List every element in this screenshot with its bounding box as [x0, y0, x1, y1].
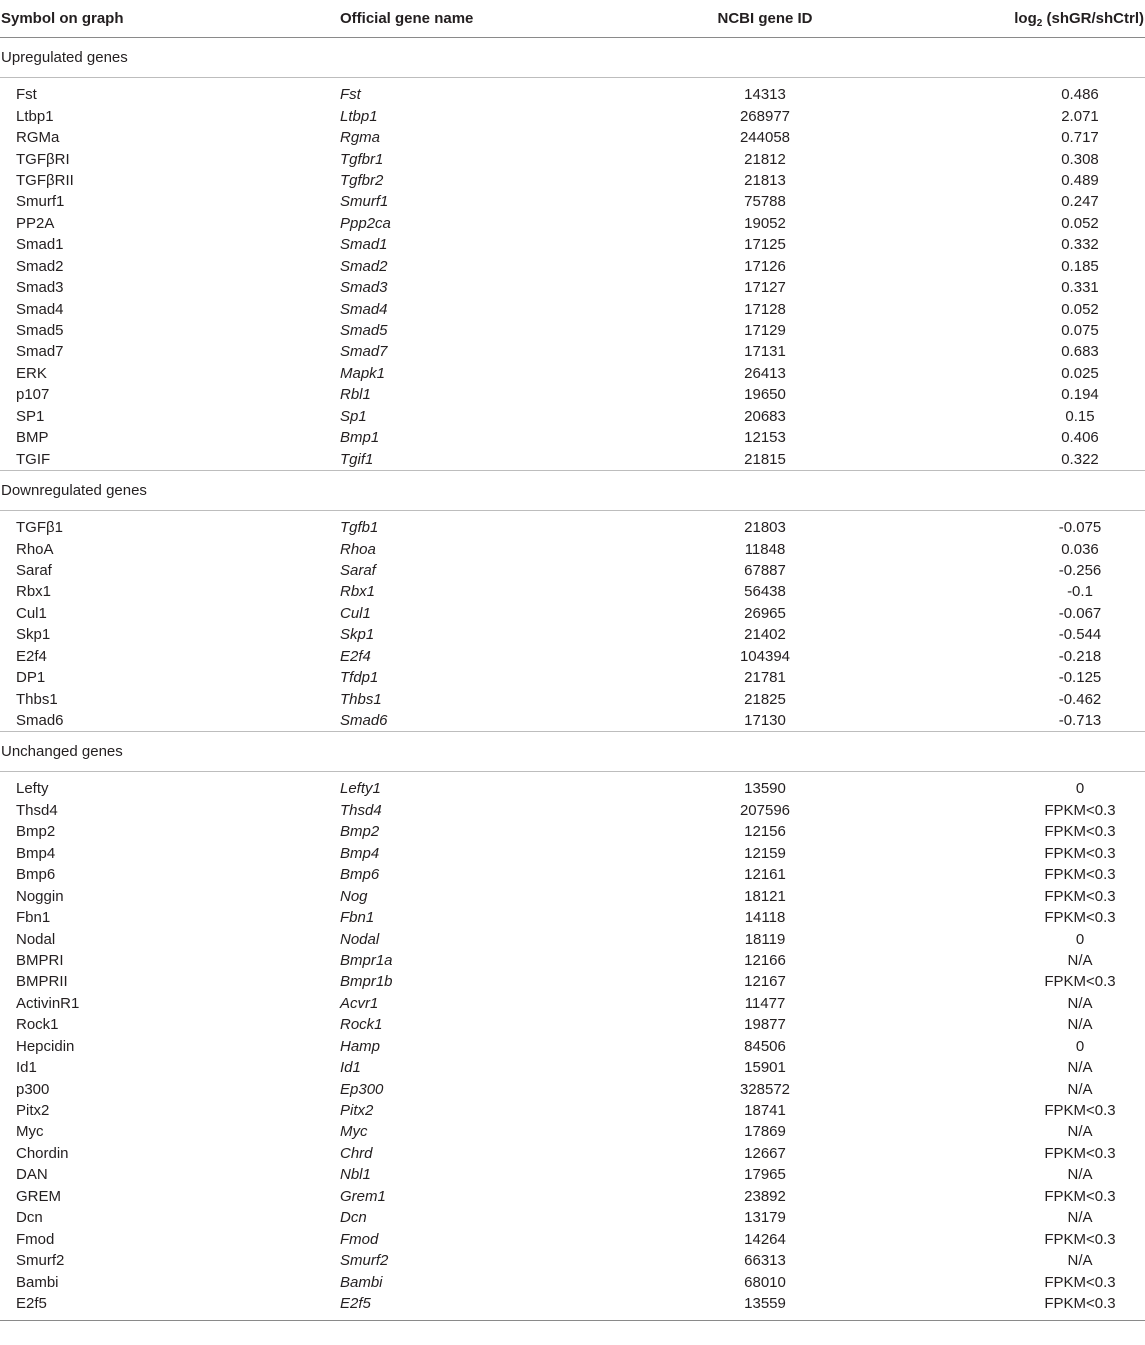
table-row	[0, 1207, 1145, 1228]
cell-gene-name: Mapk1	[340, 364, 386, 382]
table-row	[0, 448, 1145, 470]
cell-log-ratio: FPKM<0.3	[1044, 1294, 1116, 1312]
table-row	[0, 1057, 1145, 1078]
cell-symbol: Smad4	[16, 300, 64, 318]
cell-log-ratio: 0	[1075, 780, 1085, 798]
cell-ncbi-id: 17126	[744, 257, 786, 275]
cell-ncbi-id: 13590	[744, 780, 786, 798]
cell-gene-name: Rbl1	[340, 386, 371, 404]
cell-symbol: BMPRII	[16, 973, 68, 991]
cell-ncbi-id: 207596	[739, 801, 791, 819]
cell-log-ratio: N/A	[1067, 951, 1093, 969]
cell-symbol: Hepcidin	[16, 1037, 75, 1055]
cell-log-ratio: FPKM<0.3	[1044, 887, 1116, 905]
table-row	[0, 78, 1145, 106]
cell-gene-name: Tgfbr2	[340, 171, 384, 189]
table-row	[0, 1143, 1145, 1164]
cell-log-ratio: 0.308	[1061, 150, 1099, 168]
cell-ncbi-id: 21812	[744, 150, 786, 168]
table-row	[0, 1014, 1145, 1035]
cell-gene-name: Dcn	[340, 1209, 367, 1227]
cell-gene-name: Ep300	[340, 1080, 384, 1098]
cell-log-ratio: 0.717	[1061, 129, 1099, 147]
cell-symbol: Cul1	[16, 604, 47, 622]
table-row	[0, 950, 1145, 971]
cell-symbol: Smurf1	[16, 193, 65, 211]
cell-ncbi-id: 14313	[744, 86, 786, 104]
table-row	[0, 928, 1145, 949]
cell-ncbi-id: 14118	[744, 909, 786, 927]
table-end-cell	[0, 1314, 1145, 1321]
cell-log-ratio: 0	[1075, 1037, 1085, 1055]
cell-ncbi-id: 12667	[744, 1144, 786, 1162]
cell-symbol: Pitx2	[16, 1102, 50, 1120]
table-row	[0, 772, 1145, 800]
cell-ncbi-id: 21803	[744, 519, 786, 537]
cell-log-ratio: 0.194	[1061, 386, 1099, 404]
cell-gene-name: Smurf2	[340, 1252, 389, 1270]
cell-ncbi-id: 21825	[744, 690, 786, 708]
cell-log-ratio: FPKM<0.3	[1044, 844, 1116, 862]
cell-gene-name: E2f4	[340, 647, 371, 665]
cell-log-ratio: 0.332	[1061, 236, 1099, 254]
cell-ncbi-id: 104394	[739, 647, 791, 665]
cell-log-ratio: N/A	[1067, 1059, 1093, 1077]
header-log-sub: 2	[1036, 18, 1043, 29]
table-row	[0, 581, 1145, 602]
cell-symbol: Smad6	[16, 712, 64, 730]
cell-gene-name: Saraf	[340, 561, 376, 579]
cell-ncbi-id: 19052	[744, 214, 786, 232]
cell-log-ratio: 0.025	[1061, 364, 1099, 382]
cell-ncbi-id: 17131	[744, 343, 786, 361]
cell-gene-name: Bmpr1b	[340, 973, 393, 991]
cell-gene-name: Smad1	[340, 236, 388, 254]
table-row	[0, 646, 1145, 667]
table-row	[0, 406, 1145, 427]
cell-symbol: Thsd4	[16, 801, 58, 819]
cell-symbol: Smurf2	[16, 1252, 65, 1270]
cell-ncbi-id: 26413	[744, 364, 786, 382]
cell-ncbi-id: 67887	[744, 561, 786, 579]
cell-log-ratio: 0.15	[1065, 407, 1095, 425]
cell-gene-name: Nbl1	[340, 1166, 371, 1184]
table-row	[0, 298, 1145, 319]
cell-ncbi-id: 12153	[744, 429, 786, 447]
cell-ncbi-id: 12159	[744, 844, 786, 862]
cell-symbol: Smad2	[16, 257, 64, 275]
cell-symbol: TGFβRI	[16, 150, 70, 168]
cell-gene-name: Nodal	[340, 930, 380, 948]
header-log-prefix: log	[1014, 10, 1037, 27]
cell-log-ratio: 0.331	[1061, 279, 1099, 297]
cell-gene-name: Rbx1	[340, 583, 376, 601]
table-row	[0, 105, 1145, 126]
cell-ncbi-id: 17965	[744, 1166, 786, 1184]
cell-ncbi-id: 75788	[744, 193, 786, 211]
table-row	[0, 885, 1145, 906]
table-row	[0, 1271, 1145, 1292]
table-row	[0, 1164, 1145, 1185]
cell-log-ratio: FPKM<0.3	[1044, 823, 1116, 841]
cell-symbol: Bmp4	[16, 844, 56, 862]
cell-symbol: Skp1	[16, 626, 51, 644]
cell-gene-name: Ppp2ca	[340, 214, 391, 232]
header-symbol: Symbol on graph	[0, 0, 340, 38]
cell-symbol: p107	[16, 386, 50, 404]
cell-gene-name: Lefty1	[340, 780, 381, 798]
cell-log-ratio: N/A	[1067, 994, 1093, 1012]
cell-symbol: RhoA	[16, 540, 54, 558]
cell-log-ratio: 0.247	[1061, 193, 1099, 211]
cell-log-ratio: N/A	[1067, 1252, 1093, 1270]
table-row	[0, 667, 1145, 688]
table-row	[0, 256, 1145, 277]
table-row	[0, 1228, 1145, 1249]
cell-log-ratio: N/A	[1067, 1209, 1093, 1227]
cell-log-ratio: 0.052	[1061, 300, 1099, 318]
cell-log-ratio: 0.052	[1061, 214, 1099, 232]
cell-log-ratio: 0.075	[1061, 322, 1099, 340]
header-log-ratio	[855, 0, 1145, 38]
table-row	[0, 1078, 1145, 1099]
cell-ncbi-id: 20683	[744, 407, 786, 425]
table-row	[0, 1100, 1145, 1121]
table-row	[0, 170, 1145, 191]
cell-gene-name: Skp1	[340, 626, 375, 644]
section-row	[0, 470, 1145, 510]
cell-log-ratio: -0.256	[1058, 561, 1102, 579]
cell-log-ratio: -0.218	[1058, 647, 1102, 665]
section-row	[0, 732, 1145, 772]
table-row	[0, 277, 1145, 298]
cell-symbol: Myc	[16, 1123, 44, 1141]
cell-gene-name: Fst	[340, 86, 361, 104]
table-row	[0, 363, 1145, 384]
cell-symbol: Dcn	[16, 1209, 43, 1227]
cell-symbol: Bmp6	[16, 866, 56, 884]
cell-gene-name: Fbn1	[340, 909, 375, 927]
cell-symbol: PP2A	[16, 214, 55, 232]
cell-log-ratio: 0	[1075, 930, 1085, 948]
header-ncbi: NCBI gene ID	[640, 0, 855, 38]
cell-symbol: TGIF	[16, 450, 51, 468]
cell-ncbi-id: 12161	[744, 866, 786, 884]
table-row	[0, 907, 1145, 928]
table-body	[0, 38, 1145, 1321]
cell-ncbi-id: 17869	[744, 1123, 786, 1141]
cell-log-ratio: 0.683	[1061, 343, 1099, 361]
table-row	[0, 624, 1145, 645]
cell-log-ratio: -0.067	[1058, 604, 1102, 622]
cell-ncbi-id: 17128	[744, 300, 786, 318]
table-row	[0, 1121, 1145, 1142]
cell-ncbi-id: 21781	[744, 669, 786, 687]
table-row	[0, 993, 1145, 1014]
cell-log-ratio: 0.486	[1061, 86, 1099, 104]
cell-ncbi-id: 66313	[744, 1252, 786, 1270]
cell-symbol: TGFβ1	[16, 519, 63, 537]
cell-ncbi-id: 68010	[744, 1273, 786, 1291]
cell-log-ratio: -0.462	[1058, 690, 1102, 708]
cell-gene-name: Nog	[340, 887, 368, 905]
cell-ncbi-id: 18121	[744, 887, 786, 905]
cell-gene-name: Grem1	[340, 1187, 386, 1205]
table-header	[0, 0, 1145, 38]
cell-log-ratio: -0.544	[1058, 626, 1102, 644]
cell-symbol: Rock1	[16, 1016, 59, 1034]
table-row	[0, 341, 1145, 362]
cell-log-ratio: N/A	[1067, 1123, 1093, 1141]
cell-gene-name: Bambi	[340, 1273, 383, 1291]
cell-symbol: Thbs1	[16, 690, 58, 708]
cell-log-ratio: 0.036	[1061, 540, 1099, 558]
table-row	[0, 603, 1145, 624]
cell-gene-name: Sp1	[340, 407, 367, 425]
cell-gene-name: Smad7	[340, 343, 388, 361]
cell-symbol: BMP	[16, 429, 49, 447]
cell-gene-name: Rock1	[340, 1016, 383, 1034]
cell-symbol: ActivinR1	[16, 994, 80, 1012]
cell-gene-name: Rgma	[340, 129, 381, 147]
cell-ncbi-id: 17127	[744, 279, 786, 297]
section-row	[0, 38, 1145, 78]
cell-symbol: E2f5	[16, 1294, 47, 1312]
cell-ncbi-id: 17129	[744, 322, 786, 340]
cell-ncbi-id: 268977	[739, 107, 791, 125]
cell-gene-name: Thbs1	[340, 690, 382, 708]
cell-symbol: Rbx1	[16, 583, 52, 601]
cell-symbol: Ltbp1	[16, 107, 54, 125]
cell-gene-name: Rhoa	[340, 540, 376, 558]
cell-symbol: Id1	[16, 1059, 37, 1077]
table-row	[0, 427, 1145, 448]
cell-symbol: DP1	[16, 669, 46, 687]
cell-ncbi-id: 17125	[744, 236, 786, 254]
cell-symbol: Bambi	[16, 1273, 59, 1291]
table-row	[0, 821, 1145, 842]
cell-symbol: Bmp2	[16, 823, 56, 841]
cell-gene-name: Id1	[340, 1059, 361, 1077]
cell-log-ratio: 0.489	[1061, 171, 1099, 189]
cell-log-ratio: 0.406	[1061, 429, 1099, 447]
cell-ncbi-id: 18741	[744, 1102, 786, 1120]
cell-gene-name: Smad2	[340, 257, 388, 275]
cell-gene-name: Bmp4	[340, 844, 380, 862]
cell-symbol: Fmod	[16, 1230, 55, 1248]
cell-gene-name: Smad5	[340, 322, 388, 340]
cell-gene-name: Tgif1	[340, 450, 374, 468]
cell-ncbi-id: 23892	[744, 1187, 786, 1205]
table-row	[0, 320, 1145, 341]
cell-log-ratio: -0.713	[1058, 712, 1102, 730]
table-row	[0, 191, 1145, 212]
cell-gene-name: Chrd	[340, 1144, 373, 1162]
cell-ncbi-id: 13559	[744, 1294, 786, 1312]
cell-ncbi-id: 18119	[744, 930, 786, 948]
cell-ncbi-id: 26965	[744, 604, 786, 622]
cell-gene-name: Bmpr1a	[340, 951, 393, 969]
cell-symbol: ERK	[16, 364, 47, 382]
header-log-suffix: (shGR/shCtrl)	[1042, 10, 1144, 27]
table-row	[0, 1036, 1145, 1057]
table-row	[0, 127, 1145, 148]
cell-ncbi-id: 14264	[744, 1230, 786, 1248]
cell-log-ratio: 0.322	[1061, 450, 1099, 468]
cell-symbol: Lefty	[16, 780, 49, 798]
cell-gene-name: Hamp	[340, 1037, 381, 1055]
cell-log-ratio: FPKM<0.3	[1044, 1230, 1116, 1248]
cell-symbol: p300	[16, 1080, 50, 1098]
cell-log-ratio: FPKM<0.3	[1044, 909, 1116, 927]
cell-gene-name: Smurf1	[340, 193, 389, 211]
cell-symbol: RGMa	[16, 129, 60, 147]
section-title: Unchanged genes	[0, 732, 1145, 772]
cell-ncbi-id: 21402	[744, 626, 786, 644]
cell-log-ratio: FPKM<0.3	[1044, 973, 1116, 991]
table-row	[0, 538, 1145, 559]
cell-symbol: DAN	[16, 1166, 48, 1184]
cell-ncbi-id: 328572	[739, 1080, 791, 1098]
cell-symbol: Chordin	[16, 1144, 69, 1162]
cell-gene-name: Bmp6	[340, 866, 380, 884]
table-end-rule	[0, 1314, 1145, 1321]
cell-ncbi-id: 12166	[744, 951, 786, 969]
cell-symbol: Smad5	[16, 322, 64, 340]
cell-gene-name: Smad4	[340, 300, 388, 318]
cell-ncbi-id: 12156	[744, 823, 786, 841]
cell-gene-name: Tfdp1	[340, 669, 379, 687]
cell-ncbi-id: 19650	[744, 386, 786, 404]
cell-log-ratio: FPKM<0.3	[1044, 866, 1116, 884]
cell-ncbi-id: 21815	[744, 450, 786, 468]
cell-ncbi-id: 15901	[744, 1059, 786, 1077]
cell-log-ratio: N/A	[1067, 1016, 1093, 1034]
cell-ncbi-id: 244058	[739, 129, 791, 147]
table-row	[0, 213, 1145, 234]
cell-ncbi-id: 11477	[744, 994, 786, 1012]
cell-gene-name: Fmod	[340, 1230, 379, 1248]
cell-ncbi-id: 12167	[744, 973, 786, 991]
cell-log-ratio: FPKM<0.3	[1044, 801, 1116, 819]
table-row	[0, 560, 1145, 581]
cell-ncbi-id: 17130	[744, 712, 786, 730]
cell-gene-name: Pitx2	[340, 1102, 374, 1120]
cell-log-ratio: FPKM<0.3	[1044, 1187, 1116, 1205]
cell-ncbi-id: 19877	[744, 1016, 786, 1034]
section-title: Upregulated genes	[0, 38, 1145, 78]
cell-symbol: E2f4	[16, 647, 47, 665]
cell-log-ratio: -0.125	[1058, 669, 1102, 687]
cell-symbol: Smad3	[16, 279, 64, 297]
table-row	[0, 510, 1145, 538]
table-row	[0, 864, 1145, 885]
cell-ncbi-id: 13179	[744, 1209, 786, 1227]
cell-ncbi-id: 56438	[744, 583, 786, 601]
section-title: Downregulated genes	[0, 470, 1145, 510]
table-row	[0, 710, 1145, 732]
cell-gene-name: Smad6	[340, 712, 388, 730]
cell-gene-name: Ltbp1	[340, 107, 378, 125]
header-gene: Official gene name	[340, 0, 640, 38]
cell-log-ratio: FPKM<0.3	[1044, 1102, 1116, 1120]
cell-gene-name: Bmp1	[340, 429, 380, 447]
cell-gene-name: Acvr1	[340, 994, 379, 1012]
cell-symbol: Smad7	[16, 343, 64, 361]
cell-symbol: TGFβRII	[16, 171, 74, 189]
cell-gene-name: Thsd4	[340, 801, 382, 819]
table-row	[0, 234, 1145, 255]
table-row	[0, 148, 1145, 169]
cell-ncbi-id: 21813	[744, 171, 786, 189]
table-row	[0, 1293, 1145, 1314]
table-row	[0, 688, 1145, 709]
cell-ncbi-id: 84506	[744, 1037, 786, 1055]
cell-symbol: Nodal	[16, 930, 56, 948]
table-row	[0, 971, 1145, 992]
table-row	[0, 384, 1145, 405]
cell-gene-name: Smad3	[340, 279, 388, 297]
table-row	[0, 800, 1145, 821]
cell-gene-name: Tgfbr1	[340, 150, 384, 168]
cell-log-ratio: 0.185	[1061, 257, 1099, 275]
table-row	[0, 1186, 1145, 1207]
cell-log-ratio: -0.1	[1067, 583, 1093, 601]
cell-symbol: SP1	[16, 407, 45, 425]
cell-symbol: Saraf	[16, 561, 52, 579]
table-row	[0, 843, 1145, 864]
cell-symbol: BMPRI	[16, 951, 64, 969]
cell-log-ratio: 2.071	[1061, 107, 1099, 125]
cell-log-ratio: FPKM<0.3	[1044, 1144, 1116, 1162]
cell-symbol: GREM	[16, 1187, 61, 1205]
cell-symbol: Smad1	[16, 236, 64, 254]
cell-gene-name: E2f5	[340, 1294, 371, 1312]
cell-log-ratio: -0.075	[1058, 519, 1102, 537]
cell-log-ratio: N/A	[1067, 1080, 1093, 1098]
header-row	[0, 0, 1145, 38]
cell-ncbi-id: 11848	[744, 540, 786, 558]
cell-symbol: Fbn1	[16, 909, 51, 927]
table-row	[0, 1250, 1145, 1271]
cell-symbol: Noggin	[16, 887, 64, 905]
cell-gene-name: Myc	[340, 1123, 368, 1141]
cell-symbol: Fst	[16, 86, 37, 104]
cell-log-ratio: FPKM<0.3	[1044, 1273, 1116, 1291]
cell-log-ratio: N/A	[1067, 1166, 1093, 1184]
cell-gene-name: Bmp2	[340, 823, 380, 841]
cell-gene-name: Tgfb1	[340, 519, 379, 537]
cell-gene-name: Cul1	[340, 604, 371, 622]
